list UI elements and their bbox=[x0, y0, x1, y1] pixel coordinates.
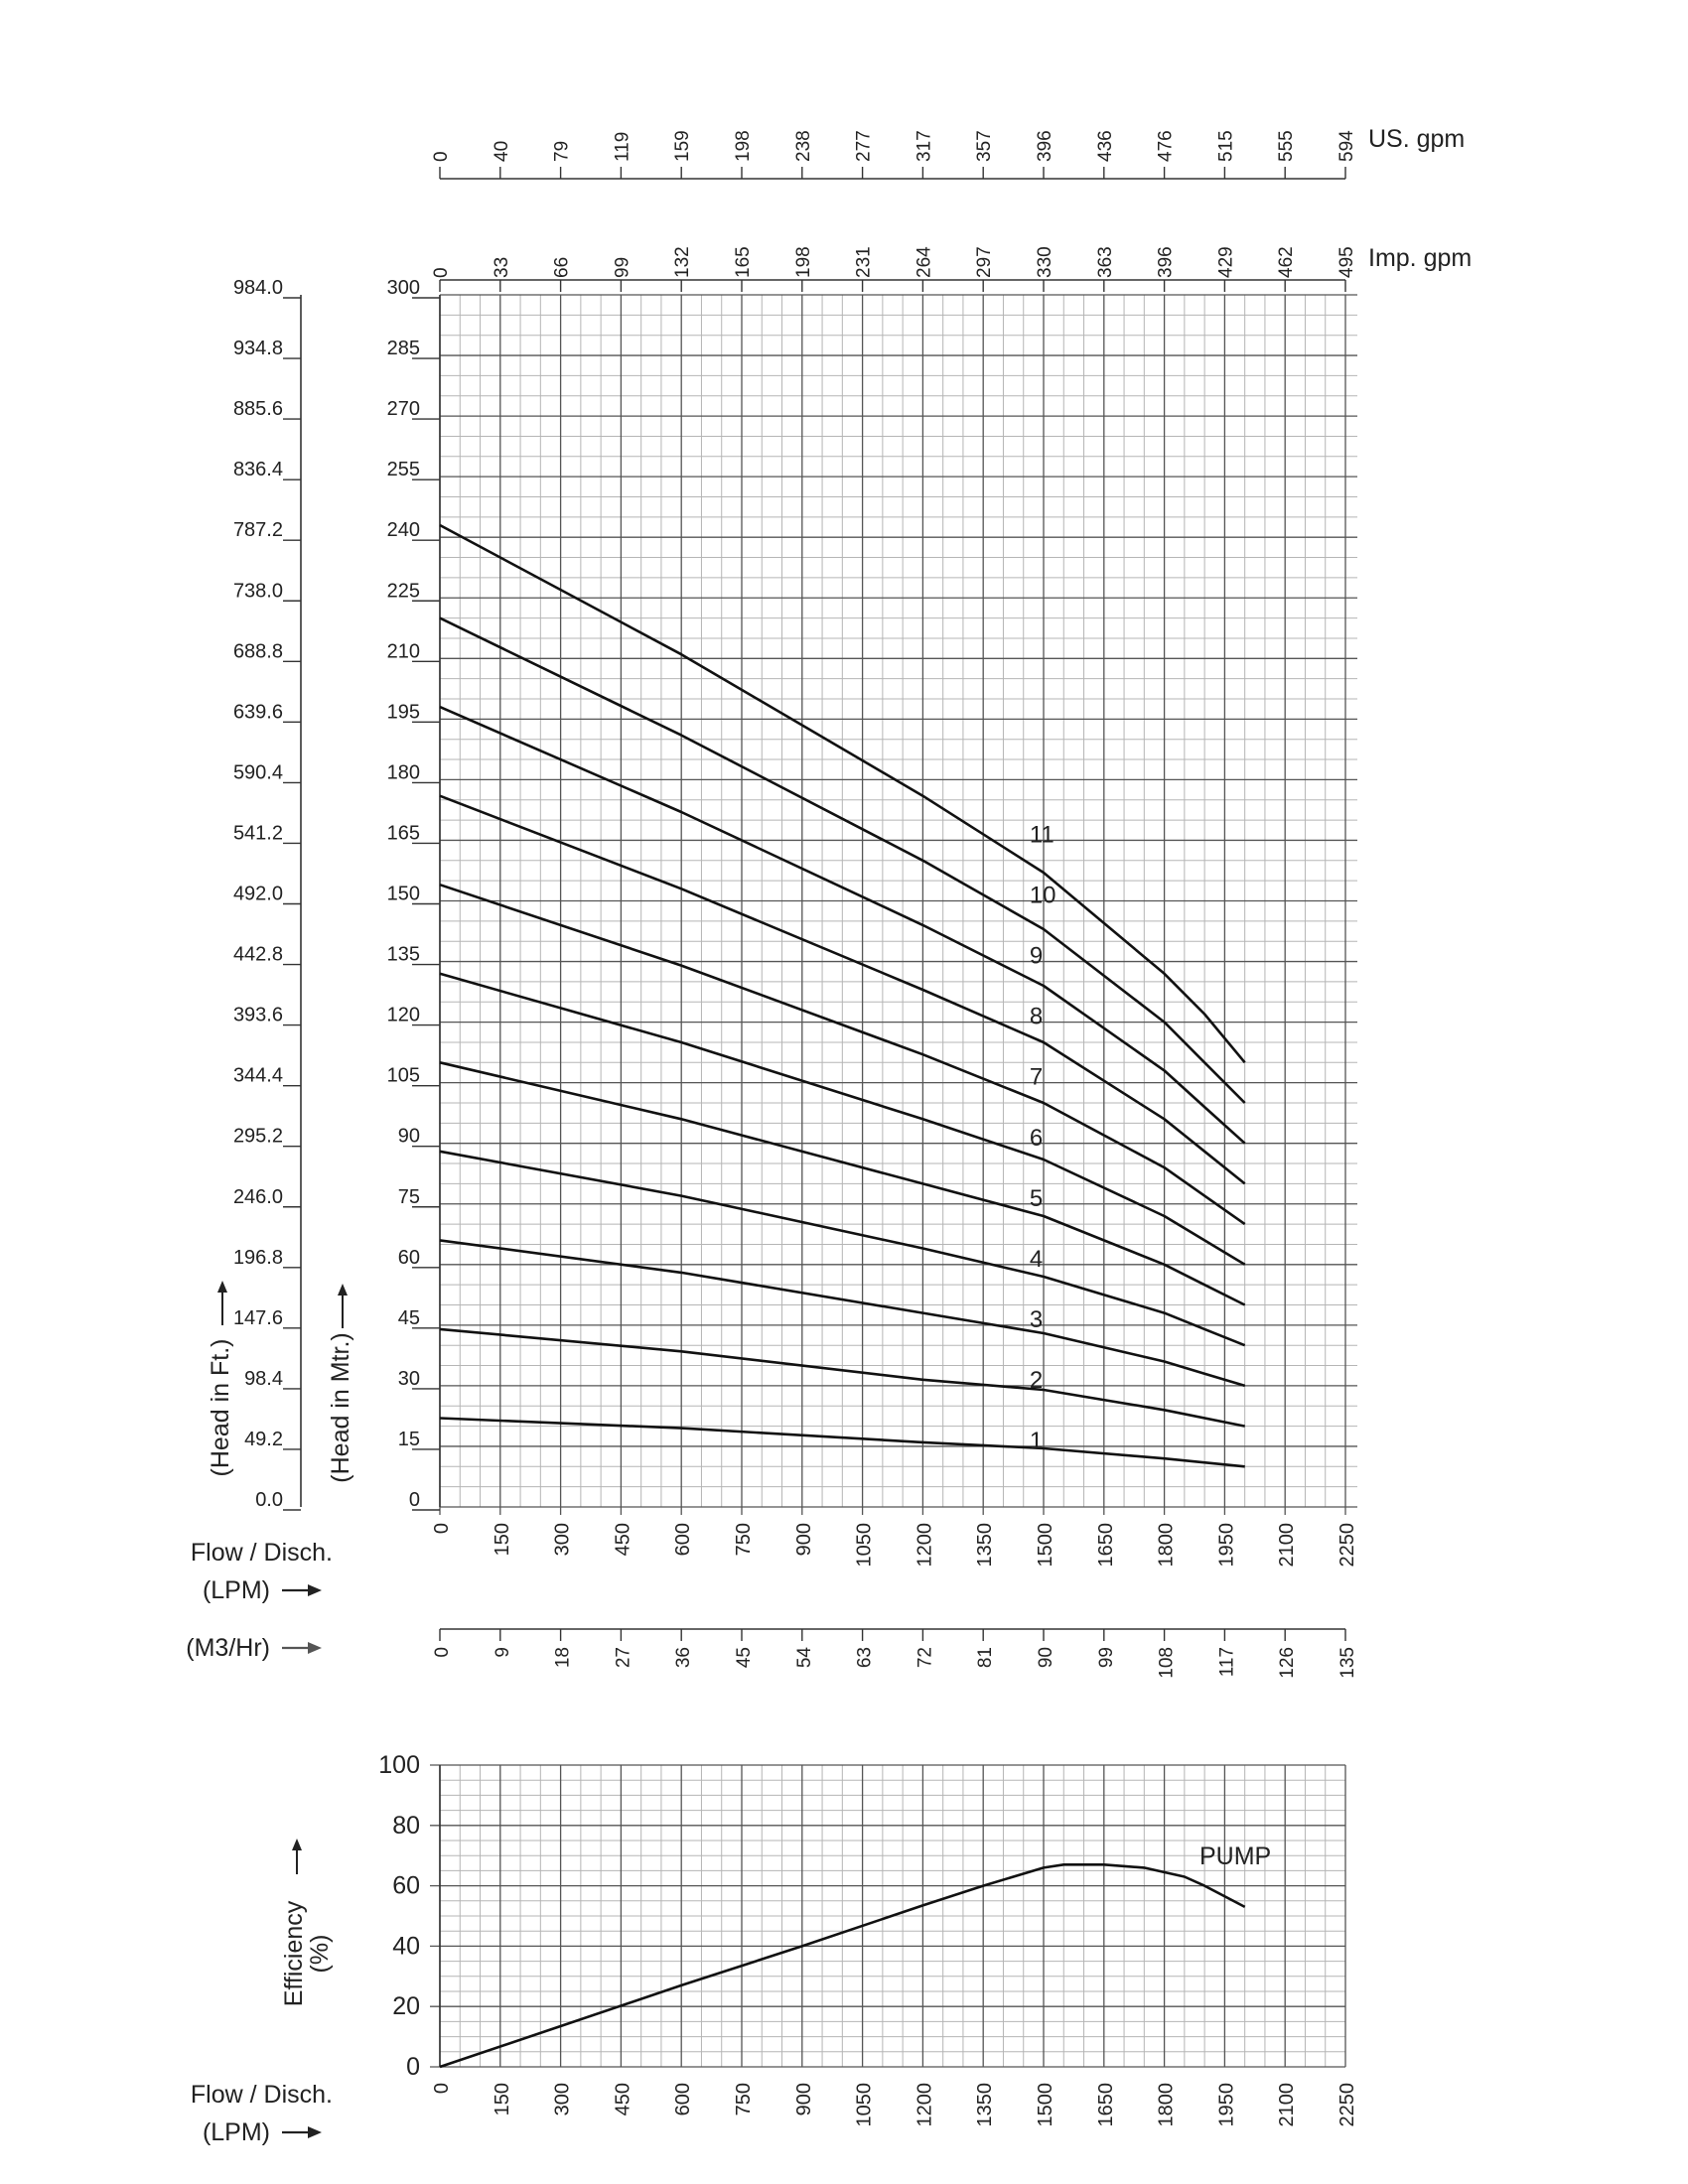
x-tick-label-impgpm: 231 bbox=[853, 246, 875, 278]
x-axis-title-impgpm: Imp. gpm bbox=[1368, 244, 1473, 272]
x-tick-label-usgpm: 515 bbox=[1215, 130, 1237, 162]
y-tick-label-mtr: 165 bbox=[386, 822, 420, 845]
y-tick-label-mtr: 255 bbox=[386, 459, 420, 481]
y-tick-label-ft: 196.8 bbox=[232, 1246, 283, 1269]
x-tick-label-impgpm: 495 bbox=[1336, 246, 1357, 278]
y-tick-label-ft: 738.0 bbox=[232, 580, 283, 603]
x-tick-label-lpm: 2250 bbox=[1336, 2083, 1358, 2127]
x-tick-label-lpm: 1500 bbox=[1035, 1523, 1056, 1568]
x-tick-label-impgpm: 330 bbox=[1035, 246, 1055, 278]
x-tick-label-usgpm: 277 bbox=[853, 130, 875, 162]
x-tick-label-lpm: 1350 bbox=[974, 1523, 997, 1568]
y-tick-label-mtr: 150 bbox=[386, 883, 420, 905]
x-tick-label-lpm: 300 bbox=[551, 2083, 574, 2116]
x-tick-label-usgpm: 594 bbox=[1336, 130, 1357, 162]
x-tick-label-lpm: 1650 bbox=[1094, 1523, 1117, 1568]
y-tick-label-efficiency: 80 bbox=[392, 1811, 420, 1840]
y-tick-label-mtr: 270 bbox=[386, 398, 420, 421]
x-tick-label-usgpm: 40 bbox=[491, 140, 512, 162]
y-tick-label-ft: 590.4 bbox=[232, 761, 283, 784]
x-tick-label-impgpm: 132 bbox=[672, 246, 694, 278]
y-tick-label-ft: 787.2 bbox=[232, 519, 283, 542]
x-tick-label-lpm: 1050 bbox=[853, 2083, 876, 2127]
y-axis-title-efficiency-unit: (%) bbox=[306, 1934, 334, 1974]
y-tick-label-mtr: 90 bbox=[397, 1125, 420, 1148]
x-tick-label-m3: 108 bbox=[1156, 1647, 1178, 1679]
x-tick-label-m3: 18 bbox=[552, 1647, 574, 1669]
x-tick-label-impgpm: 165 bbox=[733, 246, 754, 278]
y-tick-label-ft: 688.8 bbox=[232, 640, 283, 663]
curve-label-9: 9 bbox=[1029, 942, 1044, 970]
x-tick-label-lpm: 600 bbox=[672, 1523, 695, 1557]
x-axis-title-flow: Flow / Disch. bbox=[190, 2081, 333, 2109]
y-tick-label-ft: 492.0 bbox=[232, 883, 283, 905]
curve-label-6: 6 bbox=[1029, 1124, 1044, 1152]
x-tick-label-m3: 27 bbox=[613, 1647, 634, 1669]
right-arrow-head bbox=[308, 1584, 322, 1596]
x-tick-label-usgpm: 238 bbox=[792, 130, 814, 162]
x-tick-label-lpm: 1950 bbox=[1215, 2083, 1238, 2127]
y-tick-label-ft: 98.4 bbox=[244, 1367, 283, 1390]
x-tick-label-lpm: 450 bbox=[612, 2083, 634, 2116]
y-tick-label-ft: 295.2 bbox=[232, 1125, 283, 1148]
x-tick-label-usgpm: 436 bbox=[1094, 130, 1116, 162]
y-tick-label-mtr: 195 bbox=[386, 701, 420, 724]
x-tick-label-lpm: 2250 bbox=[1336, 1523, 1358, 1568]
x-tick-label-lpm: 1800 bbox=[1155, 1523, 1178, 1568]
right-arrow-head bbox=[308, 1642, 322, 1654]
y-axis-title-efficiency: Efficiency bbox=[280, 1900, 308, 2007]
y-tick-label-mtr: 15 bbox=[397, 1428, 420, 1450]
y-tick-label-efficiency: 0 bbox=[406, 2053, 420, 2081]
x-tick-label-lpm: 2100 bbox=[1276, 2083, 1299, 2127]
y-tick-label-mtr: 135 bbox=[386, 943, 420, 966]
curve-label-8: 8 bbox=[1029, 1003, 1044, 1030]
x-tick-label-m3: 63 bbox=[854, 1647, 876, 1669]
x-tick-label-m3: 36 bbox=[673, 1647, 695, 1669]
x-tick-label-usgpm: 555 bbox=[1276, 130, 1298, 162]
x-tick-label-usgpm: 159 bbox=[672, 130, 694, 162]
y-tick-label-mtr: 105 bbox=[386, 1064, 420, 1087]
x-tick-label-m3: 9 bbox=[492, 1647, 513, 1658]
curve-label-5: 5 bbox=[1029, 1184, 1044, 1212]
x-tick-label-lpm: 1200 bbox=[914, 1523, 936, 1568]
y-tick-label-mtr: 225 bbox=[386, 580, 420, 603]
x-axis-title-usgpm: US. gpm bbox=[1368, 125, 1466, 153]
x-tick-label-lpm: 750 bbox=[733, 1523, 755, 1557]
y-tick-label-efficiency: 100 bbox=[378, 1751, 420, 1779]
x-axis-title-lpm: (LPM) bbox=[202, 2118, 270, 2146]
efficiency-curve-label-pump: PUMP bbox=[1199, 1843, 1272, 1870]
x-tick-label-lpm: 1050 bbox=[853, 1523, 876, 1568]
y-tick-label-efficiency: 40 bbox=[392, 1932, 420, 1961]
up-arrow-head bbox=[292, 1839, 302, 1850]
curve-label-7: 7 bbox=[1029, 1063, 1044, 1091]
x-tick-label-lpm: 450 bbox=[612, 1523, 634, 1557]
x-tick-label-lpm: 1350 bbox=[974, 2083, 997, 2127]
x-axis-title-lpm: (LPM) bbox=[202, 1576, 270, 1604]
y-tick-label-efficiency: 60 bbox=[392, 1871, 420, 1900]
y-axis-title-mtr: (Head in Mtr.) bbox=[327, 1332, 354, 1483]
y-tick-label-mtr: 300 bbox=[386, 277, 420, 299]
curve-label-2: 2 bbox=[1029, 1366, 1044, 1394]
y-tick-label-ft: 246.0 bbox=[232, 1185, 283, 1208]
x-tick-label-lpm: 1200 bbox=[914, 2083, 936, 2127]
x-tick-label-impgpm: 33 bbox=[491, 256, 512, 278]
x-tick-label-usgpm: 198 bbox=[733, 130, 754, 162]
y-tick-label-ft: 885.6 bbox=[232, 398, 283, 421]
x-tick-label-impgpm: 462 bbox=[1276, 246, 1298, 278]
y-tick-label-ft: 344.4 bbox=[232, 1064, 283, 1087]
x-tick-label-m3: 45 bbox=[734, 1647, 755, 1669]
x-tick-label-lpm: 1800 bbox=[1155, 2083, 1178, 2127]
y-tick-label-ft: 49.2 bbox=[244, 1428, 283, 1450]
x-tick-label-m3: 126 bbox=[1277, 1647, 1299, 1679]
x-tick-label-m3: 0 bbox=[432, 1647, 453, 1658]
x-tick-label-usgpm: 0 bbox=[431, 151, 452, 162]
y-tick-label-mtr: 210 bbox=[386, 640, 420, 663]
x-tick-label-lpm: 900 bbox=[792, 2083, 815, 2116]
y-tick-label-ft: 934.8 bbox=[232, 338, 283, 360]
y-tick-label-mtr: 75 bbox=[397, 1185, 420, 1208]
x-tick-label-impgpm: 99 bbox=[612, 256, 633, 278]
y-tick-label-ft: 984.0 bbox=[232, 277, 283, 299]
curve-label-1: 1 bbox=[1029, 1428, 1044, 1455]
x-tick-label-impgpm: 429 bbox=[1215, 246, 1237, 278]
y-tick-label-ft: 147.6 bbox=[232, 1306, 283, 1329]
right-arrow-head bbox=[308, 2126, 322, 2138]
y-tick-label-mtr: 45 bbox=[397, 1306, 420, 1329]
curve-label-11: 11 bbox=[1029, 821, 1055, 849]
x-tick-label-impgpm: 297 bbox=[974, 246, 996, 278]
y-tick-label-mtr: 285 bbox=[386, 338, 420, 360]
x-tick-label-lpm: 150 bbox=[491, 1523, 513, 1557]
x-tick-label-usgpm: 119 bbox=[612, 131, 633, 162]
x-tick-label-impgpm: 0 bbox=[431, 267, 452, 278]
x-tick-label-impgpm: 264 bbox=[914, 246, 935, 278]
curve-label-4: 4 bbox=[1029, 1245, 1044, 1273]
y-tick-label-mtr: 60 bbox=[397, 1246, 420, 1269]
y-tick-label-mtr: 180 bbox=[386, 761, 420, 784]
curve-label-3: 3 bbox=[1029, 1305, 1044, 1333]
x-tick-label-usgpm: 317 bbox=[914, 130, 935, 162]
y-tick-label-ft: 442.8 bbox=[232, 943, 283, 966]
x-tick-label-lpm: 0 bbox=[431, 2083, 453, 2095]
y-tick-label-ft: 0.0 bbox=[255, 1489, 283, 1511]
x-tick-label-m3: 135 bbox=[1337, 1647, 1358, 1679]
y-tick-label-ft: 393.6 bbox=[232, 1004, 283, 1026]
x-tick-label-impgpm: 363 bbox=[1094, 246, 1116, 278]
x-tick-label-m3: 117 bbox=[1216, 1647, 1238, 1678]
y-tick-label-ft: 836.4 bbox=[232, 459, 283, 481]
x-tick-label-lpm: 2100 bbox=[1276, 1523, 1299, 1568]
x-tick-label-lpm: 1650 bbox=[1094, 2083, 1117, 2127]
x-axis-title-flow: Flow / Disch. bbox=[190, 1539, 333, 1567]
efficiency-chart bbox=[191, 1751, 1358, 2146]
x-tick-label-usgpm: 396 bbox=[1035, 130, 1055, 162]
x-axis-title-m3: (M3/Hr) bbox=[186, 1634, 270, 1662]
x-tick-label-m3: 54 bbox=[793, 1647, 815, 1669]
x-tick-label-m3: 72 bbox=[914, 1647, 936, 1669]
x-tick-label-lpm: 0 bbox=[431, 1523, 453, 1535]
x-tick-label-m3: 90 bbox=[1036, 1647, 1056, 1669]
x-tick-label-usgpm: 476 bbox=[1155, 130, 1177, 162]
x-tick-label-lpm: 750 bbox=[733, 2083, 755, 2116]
x-tick-label-lpm: 150 bbox=[491, 2083, 513, 2116]
x-tick-label-usgpm: 357 bbox=[974, 130, 996, 162]
x-tick-label-impgpm: 198 bbox=[792, 246, 814, 278]
x-tick-label-lpm: 300 bbox=[551, 1523, 574, 1557]
y-axis-title-ft: (Head in Ft.) bbox=[207, 1338, 234, 1477]
x-tick-label-lpm: 600 bbox=[672, 2083, 695, 2116]
x-tick-label-impgpm: 66 bbox=[551, 256, 573, 278]
y-tick-label-ft: 639.6 bbox=[232, 701, 283, 724]
up-arrow-head bbox=[217, 1281, 227, 1293]
y-tick-label-mtr: 30 bbox=[397, 1367, 420, 1390]
x-tick-label-lpm: 1950 bbox=[1215, 1523, 1238, 1568]
y-tick-label-ft: 541.2 bbox=[232, 822, 283, 845]
y-tick-label-mtr: 240 bbox=[386, 519, 420, 542]
x-tick-label-lpm: 900 bbox=[792, 1523, 815, 1557]
x-tick-label-m3: 81 bbox=[975, 1647, 997, 1669]
x-tick-label-lpm: 1500 bbox=[1035, 2083, 1056, 2127]
y-tick-label-mtr: 120 bbox=[386, 1004, 420, 1026]
x-tick-label-usgpm: 79 bbox=[551, 140, 573, 162]
head-chart bbox=[186, 125, 1472, 1679]
y-tick-label-mtr: 0 bbox=[408, 1489, 420, 1511]
x-tick-label-m3: 99 bbox=[1095, 1647, 1117, 1669]
curve-label-10: 10 bbox=[1029, 882, 1056, 909]
up-arrow-head bbox=[338, 1284, 348, 1296]
y-tick-label-efficiency: 20 bbox=[392, 1992, 420, 2021]
x-tick-label-impgpm: 396 bbox=[1155, 246, 1177, 278]
